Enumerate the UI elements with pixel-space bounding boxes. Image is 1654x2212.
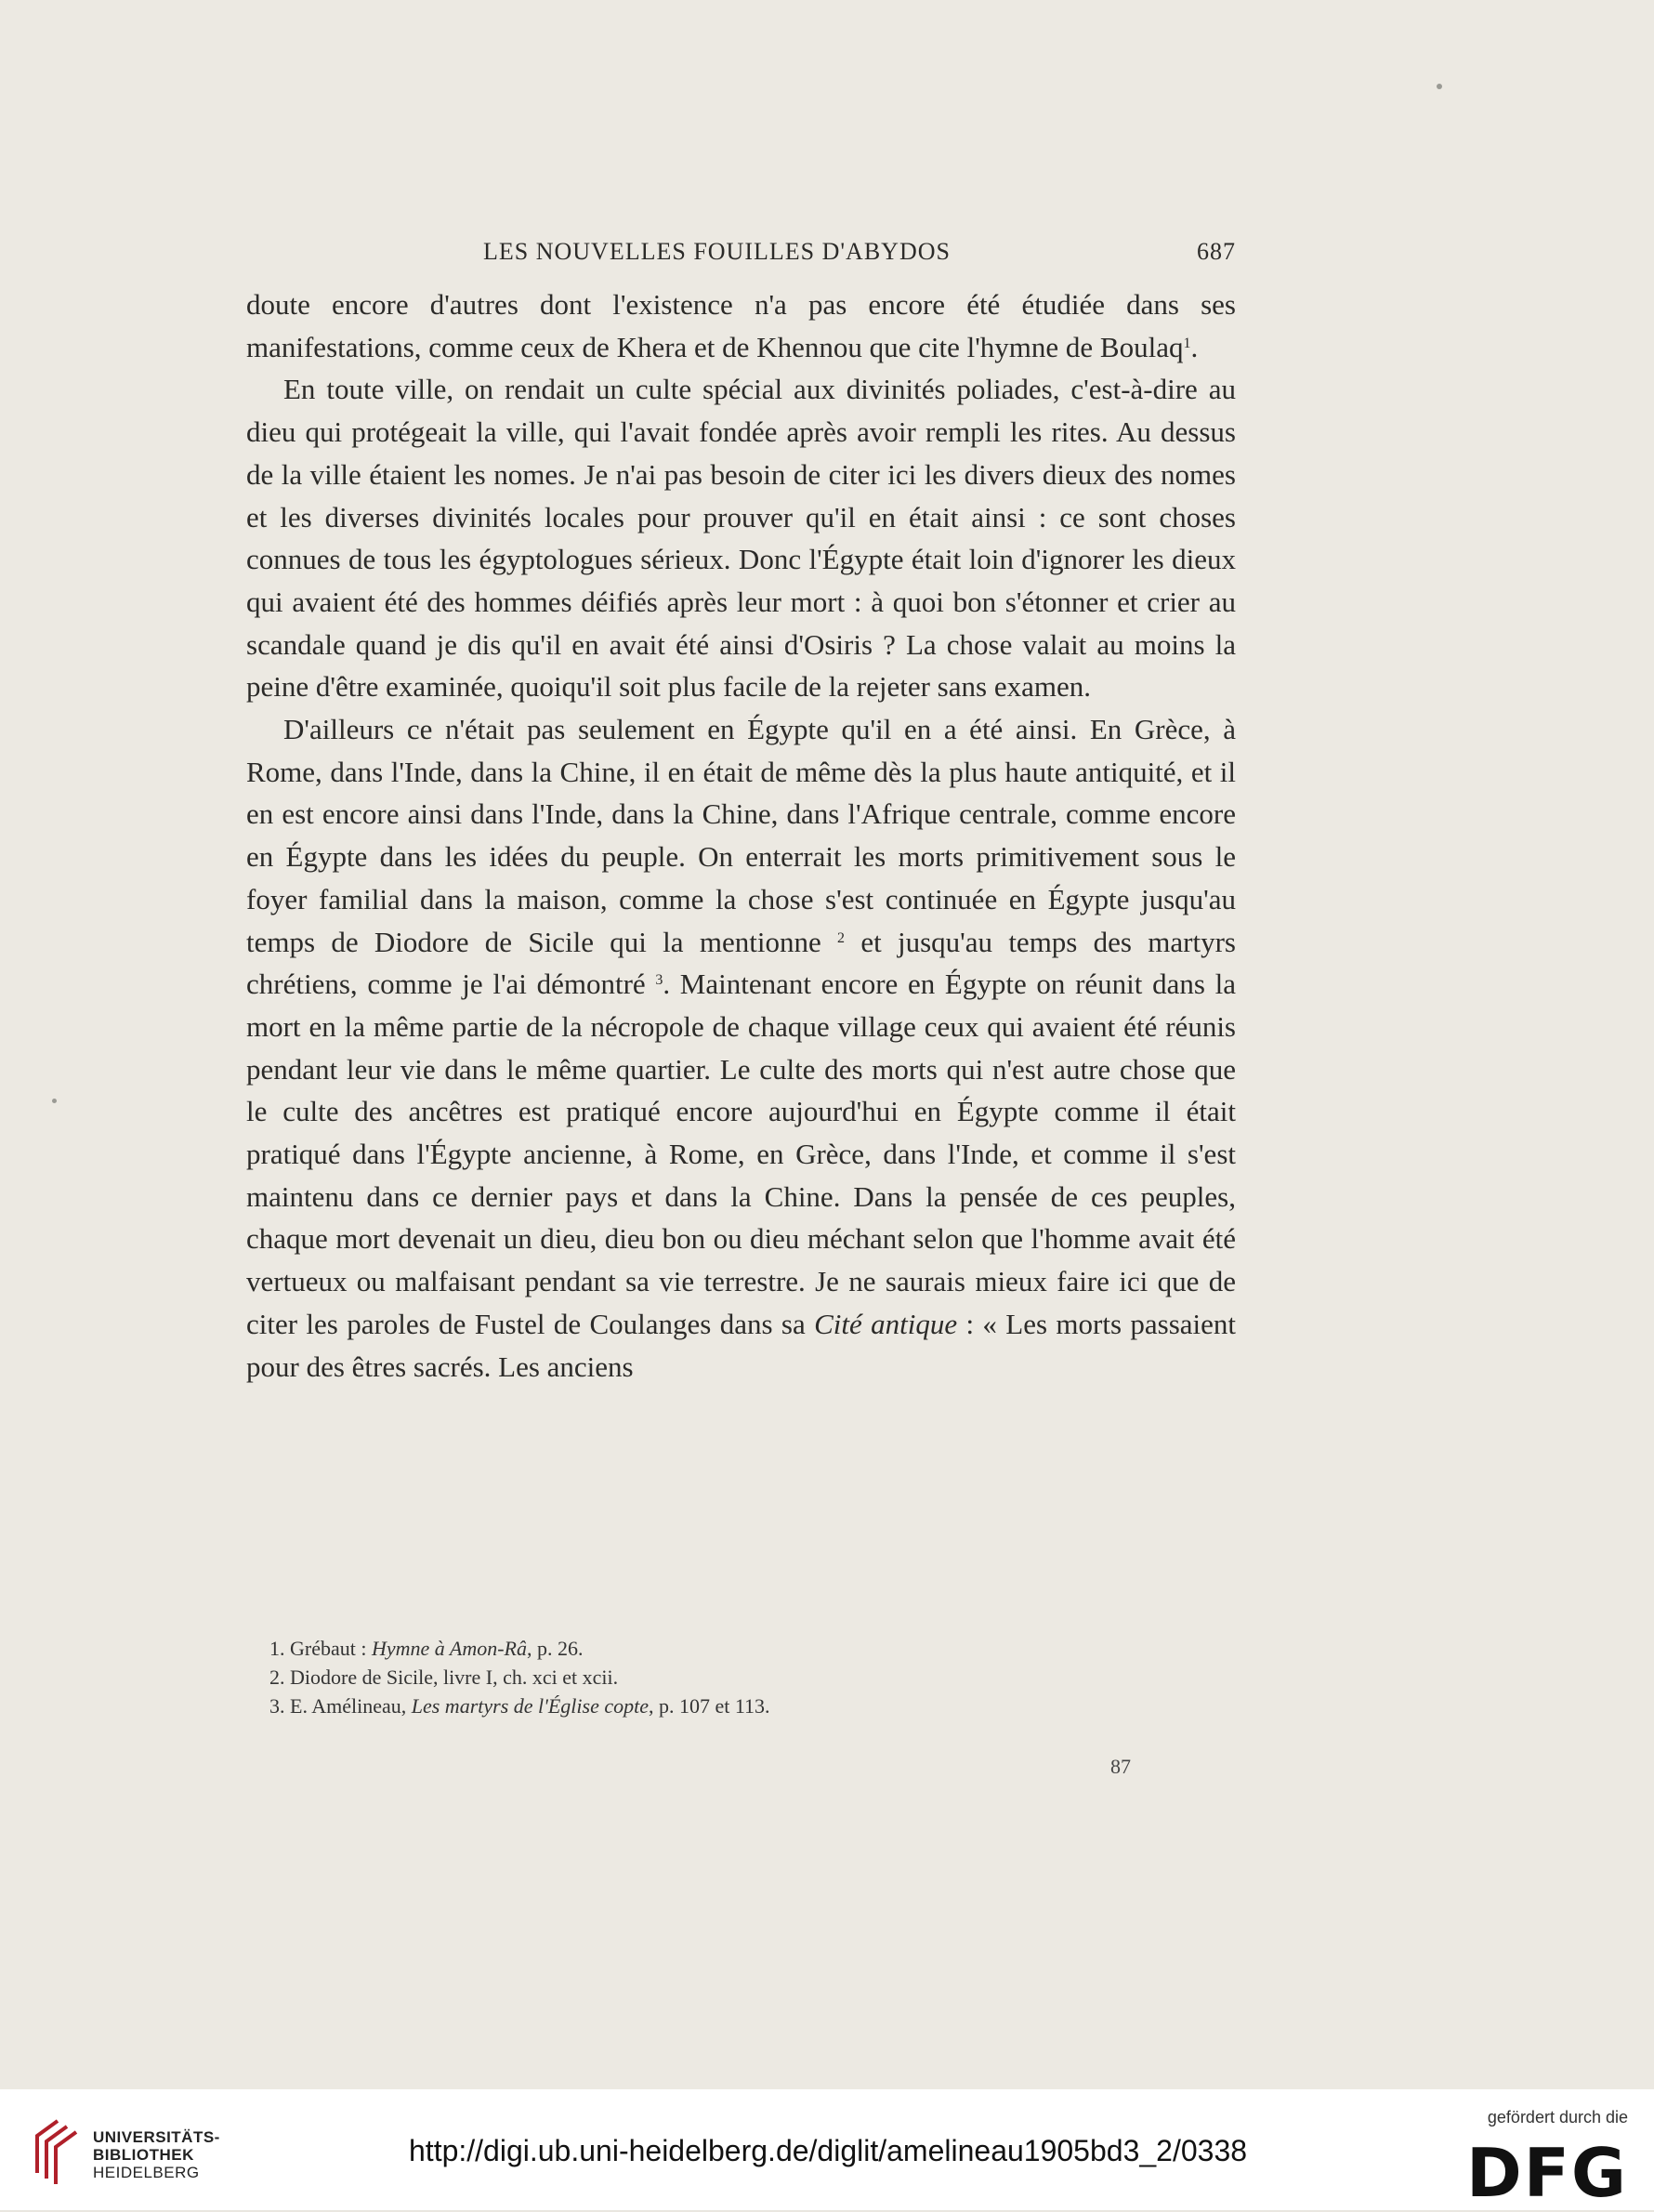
footnote-number: 2. [269,1666,285,1689]
library-name-line: HEIDELBERG [93,2164,200,2181]
library-name-line: UNIVERSITÄTS- [93,2128,220,2146]
footnote-ref: 1 [1183,335,1191,351]
scan-speck [52,1099,57,1103]
footnote-number: 3. [269,1694,285,1718]
text-run: : « Les morts passaient pour des êtres sacrés. Les anciens [246,1307,1236,1383]
footnotes [269,1634,1199,1720]
page-number: 687 [1197,238,1236,265]
library-name-line: BIBLIOTHEK [93,2146,194,2164]
text-run: . [1190,330,1199,363]
running-title: LES NOUVELLES FOUILLES D'ABYDOS [483,238,951,265]
text-run: D'ailleurs ce n'était pas seulement en Égypte qu'il en a été ainsi. En Grèce, à Rome, dans l'Inde, dans la Chine, il en était de même dès la plus haute antiquité, et il en est encore ainsi dans l'Inde, dans la Chine, dans l'Afrique centrale, comme encore en Égypte dans les idées du peuple. On enterrait les morts primitivement sous le foyer familial dans la maison, comme la chose s'est continuée en Égypte jusqu'au temps de Diodore de Sicile qui la mentionne [246,713,1236,958]
body-paragraph [246,708,1236,1388]
italic-title: Cité antique [814,1307,958,1340]
footnote-text: Grébaut : [290,1637,372,1660]
permalink-url[interactable]: http://digi.ub.uni-heidelberg.de/diglit/amelineau1905bd3_2/0338 [409,2134,1248,2167]
footnote-number: 1. [269,1637,285,1660]
footnote-title: Les martyrs de l'Église copte [411,1694,649,1718]
body-paragraph [246,283,1236,368]
signature-mark: 87 [1110,1755,1131,1778]
footnote-text: E. Amélineau, [290,1694,412,1718]
digitization-footer [0,2089,1654,2210]
text-run: . Maintenant encore en Égypte on réunit dans la mort en la même partie de la nécropole de chaque village ceux qui avaient été réunis pendant leur vie dans le même quartier. Le culte des morts qui n'est autre chose que le culte des ancêtres est pratiqué encore aujourd'hui en Égypte comme il était pratiqué dans l'Égypte ancienne, à Rome, en Grèce, dans l'Inde, et comme il s'est maintenu dans ce dernier pays et dans la Chine. Dans la pensée de ces peuples, chaque mort devenait un dieu, dieu bon ou dieu méchant selon que l'homme avait été vertueux ou malfaisant pendant sa vie terrestre. Je ne saurais mieux faire ici que de citer les paroles de Fustel de Coulanges dans sa [246,968,1236,1340]
footnote-ref: 2 [837,929,846,946]
funding-label: gefördert durch die [1487,2108,1628,2126]
footnote [269,1692,1199,1720]
body-paragraph [246,368,1236,708]
text-run: et jusqu'au temps des martyrs chrétiens, comme je l'ai démontré [246,925,1236,1001]
running-header [242,238,1236,275]
library-logo-icon [20,2108,104,2192]
scan-speck [1437,84,1442,89]
footnote-text: Diodore de Sicile, livre I, ch. xci et xcii. [290,1666,619,1689]
footnote-title: Hymne à Amon-Râ [371,1637,527,1660]
library-name [93,2128,220,2181]
footnote-text: , p. 26. [526,1637,584,1660]
footnote [269,1663,1199,1692]
footnote-text: , p. 107 et 113. [648,1694,770,1718]
dfg-logo: DFG [1465,2134,1628,2212]
text-run: doute encore d'autres dont l'existence n'a pas encore été étudiée dans ses manifestations, comme ceux de Khera et de Khennou que cite l'hymne de Boulaq [246,288,1236,363]
body-text [246,283,1236,1388]
footnote [269,1634,1199,1663]
footnote-ref: 3 [655,972,663,989]
text-run: En toute ville, on rendait un culte spécial aux divinités poliades, c'est-à-dire au dieu qui protégeait la ville, qui l'avait fondée après avoir rempli les rites. Au dessus de la ville étaient les nomes. Je n'ai pas besoin de citer ici les divers dieux des nomes et les diverses divinités locales pour prouver qu'il en était ainsi : ce sont choses connues de tous les égyptologues sérieux. Donc l'Égypte était loin d'ignorer les dieux qui avaient été des hommes déifiés après leur mort : à quoi bon s'étonner et crier au scandale quand je dis qu'il en avait été ainsi d'Osiris ? La chose valait au moins la peine d'être examinée, quoiqu'il soit plus facile de la rejeter sans examen. [246,373,1236,704]
